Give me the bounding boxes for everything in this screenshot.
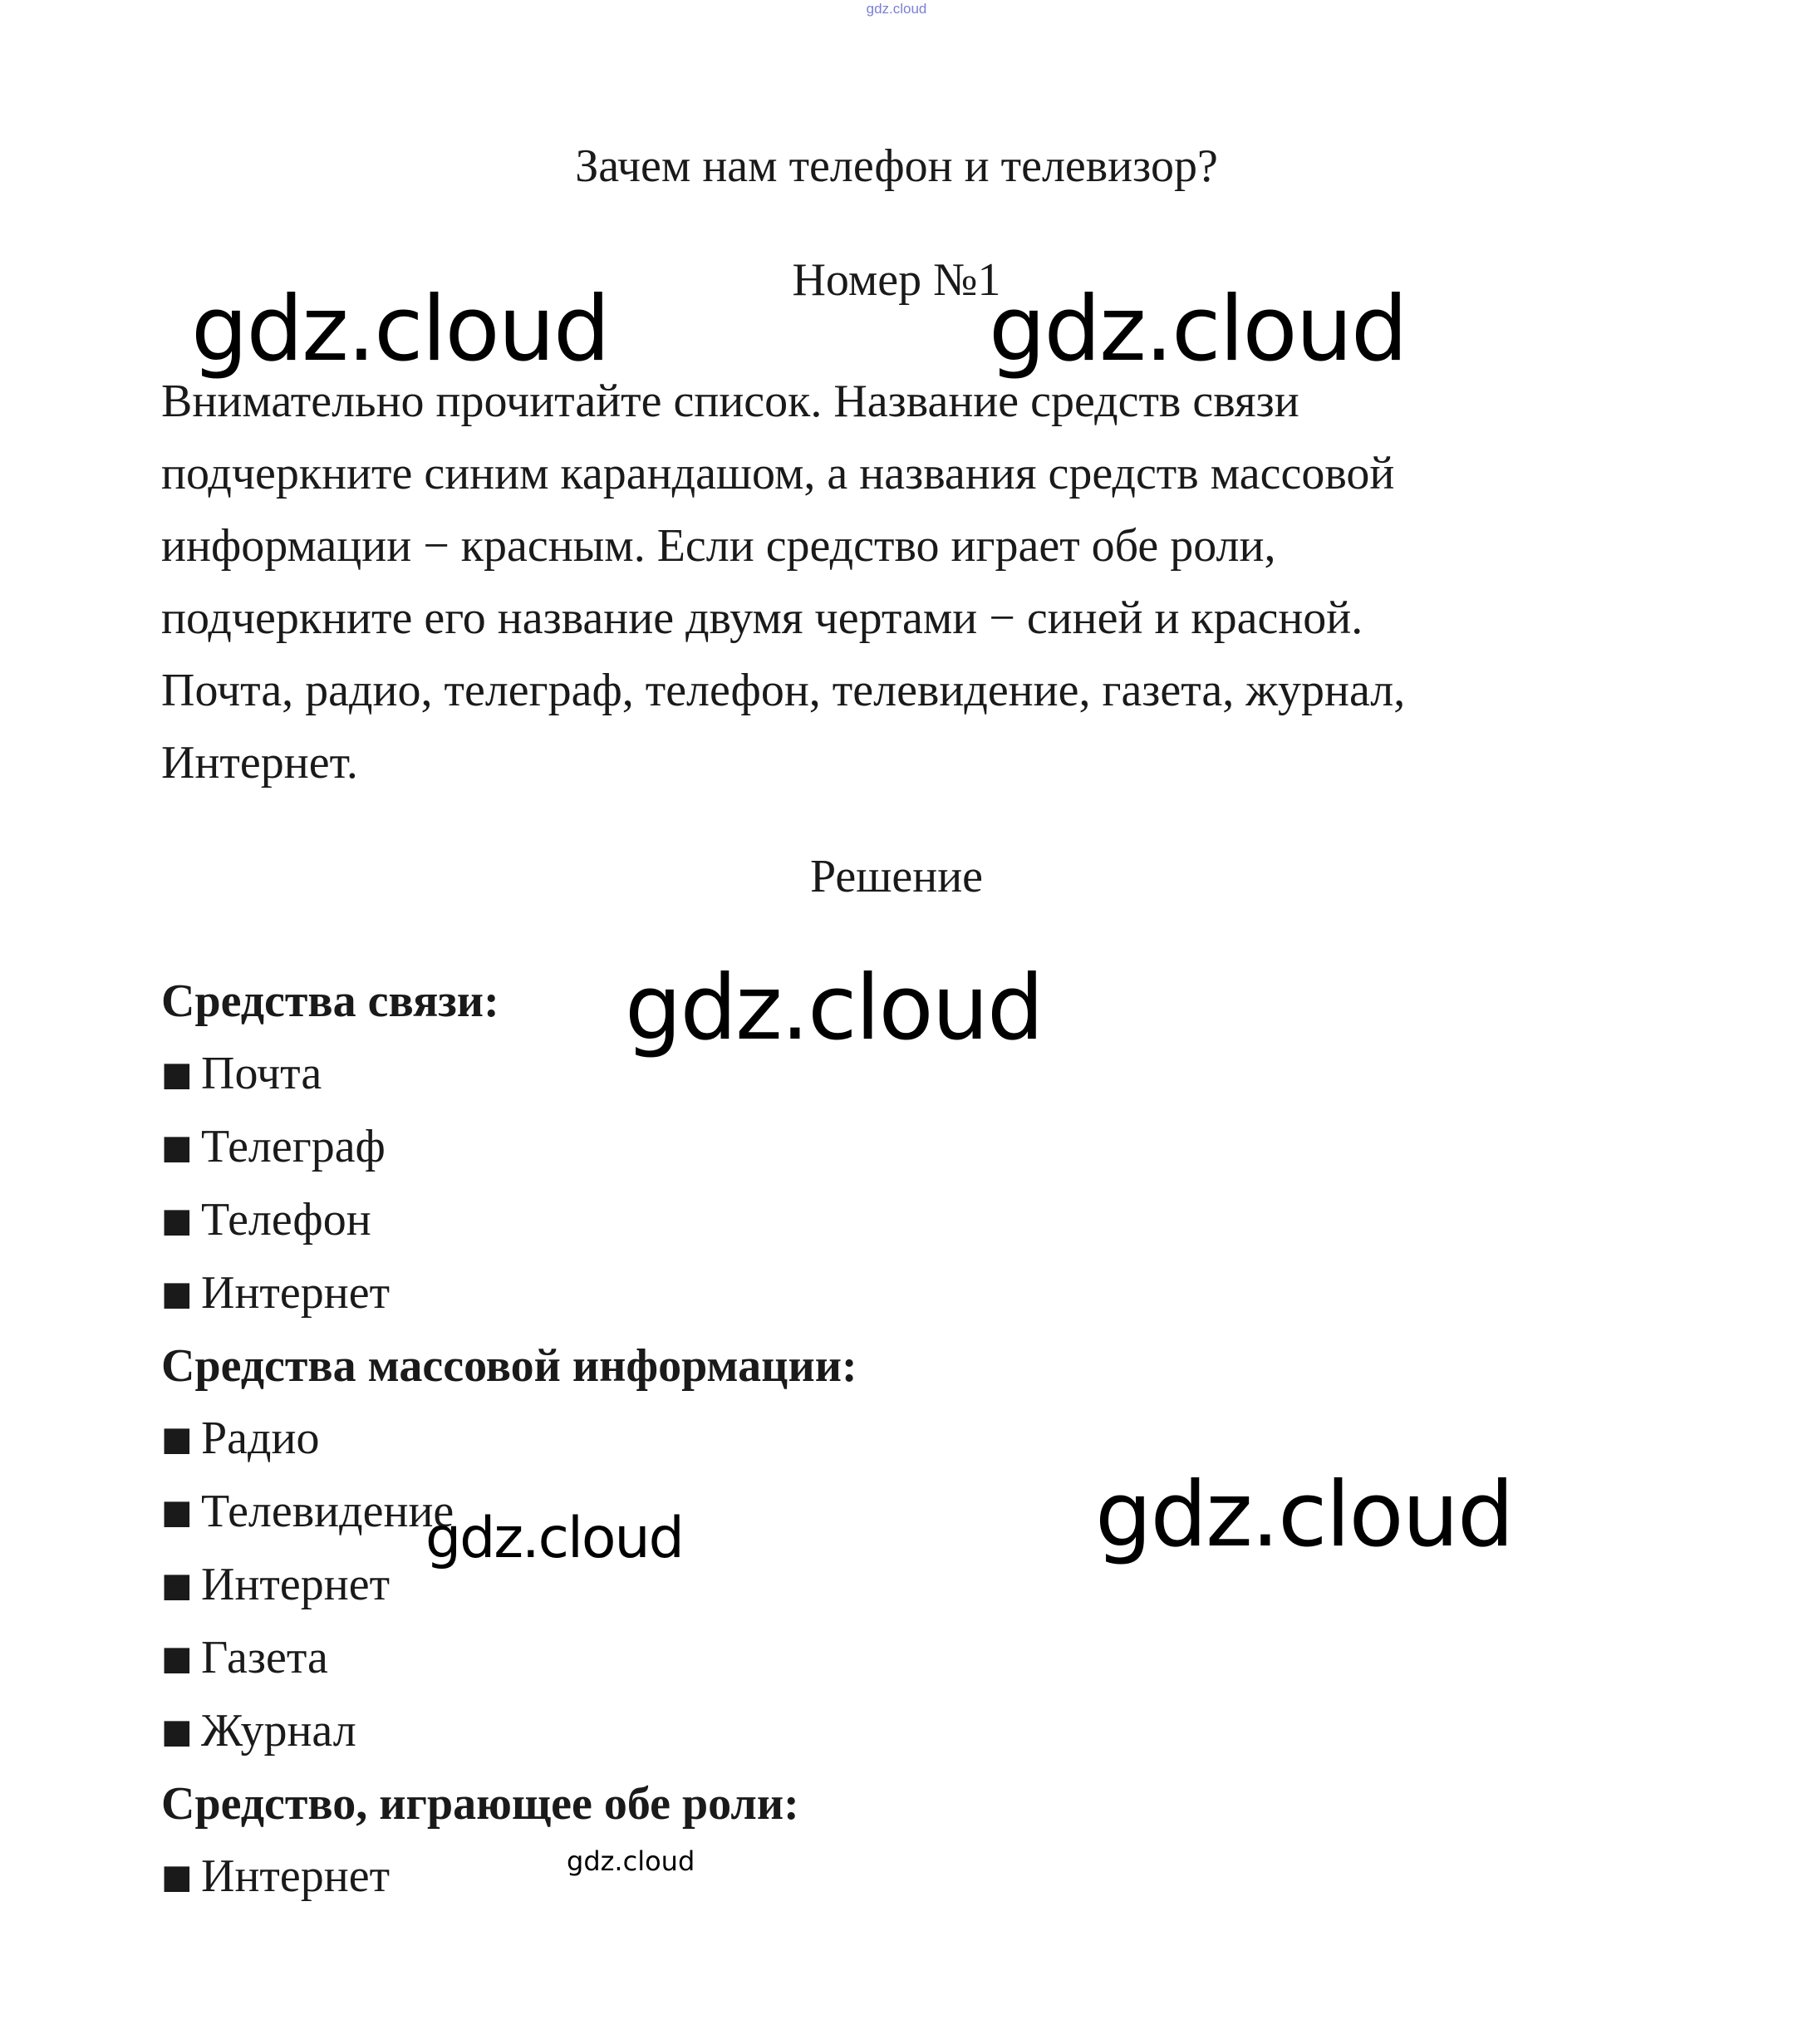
task-text bbox=[161, 366, 1657, 799]
bullet-icon: ■ bbox=[161, 1420, 193, 1458]
bullet-icon: ■ bbox=[161, 1566, 193, 1604]
list-item bbox=[161, 1111, 1407, 1184]
watermark: gdz.cloud bbox=[625, 956, 1043, 1060]
list-item bbox=[161, 1840, 1407, 1914]
list-item-label: Телевидение bbox=[201, 1486, 454, 1537]
list-item-label: Почта bbox=[201, 1048, 322, 1099]
bullet-icon: ■ bbox=[161, 1493, 193, 1531]
bullet-icon: ■ bbox=[161, 1055, 193, 1093]
list-item-label: Телефон bbox=[201, 1194, 371, 1246]
list-item-label: Интернет bbox=[201, 1559, 391, 1610]
list-item-label: Газета bbox=[201, 1632, 328, 1683]
task-line: Внимательно прочитайте список. Название средств связи bbox=[161, 376, 1299, 427]
solution-answer bbox=[161, 956, 1407, 1914]
list-item-label: Журнал bbox=[201, 1705, 356, 1757]
watermark: gdz.cloud bbox=[191, 278, 609, 381]
watermark: gdz.cloud bbox=[1095, 1463, 1513, 1567]
bullet-icon: ■ bbox=[161, 1639, 193, 1678]
list-item bbox=[161, 1622, 1407, 1695]
task-line: информации − красным. Если средство играет обе роли, bbox=[161, 520, 1276, 572]
task-line: подчеркните его название двумя чертами − синей и красной. bbox=[161, 592, 1363, 644]
watermark: gdz.cloud bbox=[567, 1845, 695, 1877]
list-item-label: Телеграф bbox=[201, 1121, 386, 1172]
list-item bbox=[161, 1695, 1407, 1768]
bullet-icon: ■ bbox=[161, 1712, 193, 1751]
bullet-icon: ■ bbox=[161, 1128, 193, 1167]
watermark: gdz.cloud bbox=[425, 1506, 683, 1571]
task-line: подчеркните синим карандашом, а названия средств массовой bbox=[161, 448, 1395, 499]
task-line: Интернет. bbox=[161, 737, 358, 789]
page-title: Зачем нам телефон и телевизор? bbox=[575, 140, 1218, 192]
group-heading-communication: Средства связи: bbox=[161, 975, 499, 1027]
bullet-icon: ■ bbox=[161, 1858, 193, 1896]
list-item bbox=[161, 1184, 1407, 1257]
task-line: Почта, радио, телеграф, телефон, телевидение, газета, журнал, bbox=[161, 665, 1406, 716]
watermark: gdz.cloud bbox=[989, 278, 1407, 381]
bullet-icon: ■ bbox=[161, 1275, 193, 1313]
list-item-label: Интернет bbox=[201, 1267, 391, 1319]
group-heading-mass-media: Средства массовой информации: bbox=[161, 1340, 857, 1392]
top-watermark: gdz.cloud bbox=[866, 1, 927, 17]
list-item bbox=[161, 1257, 1407, 1330]
list-item-label: Радио bbox=[201, 1413, 320, 1464]
group-heading-both-roles: Средство, играющее обе роли: bbox=[161, 1778, 799, 1830]
bullet-icon: ■ bbox=[161, 1201, 193, 1240]
task-number: Номер №1 bbox=[792, 254, 1001, 306]
list-item-label: Интернет bbox=[201, 1850, 391, 1902]
solution-title: Решение bbox=[809, 851, 984, 902]
